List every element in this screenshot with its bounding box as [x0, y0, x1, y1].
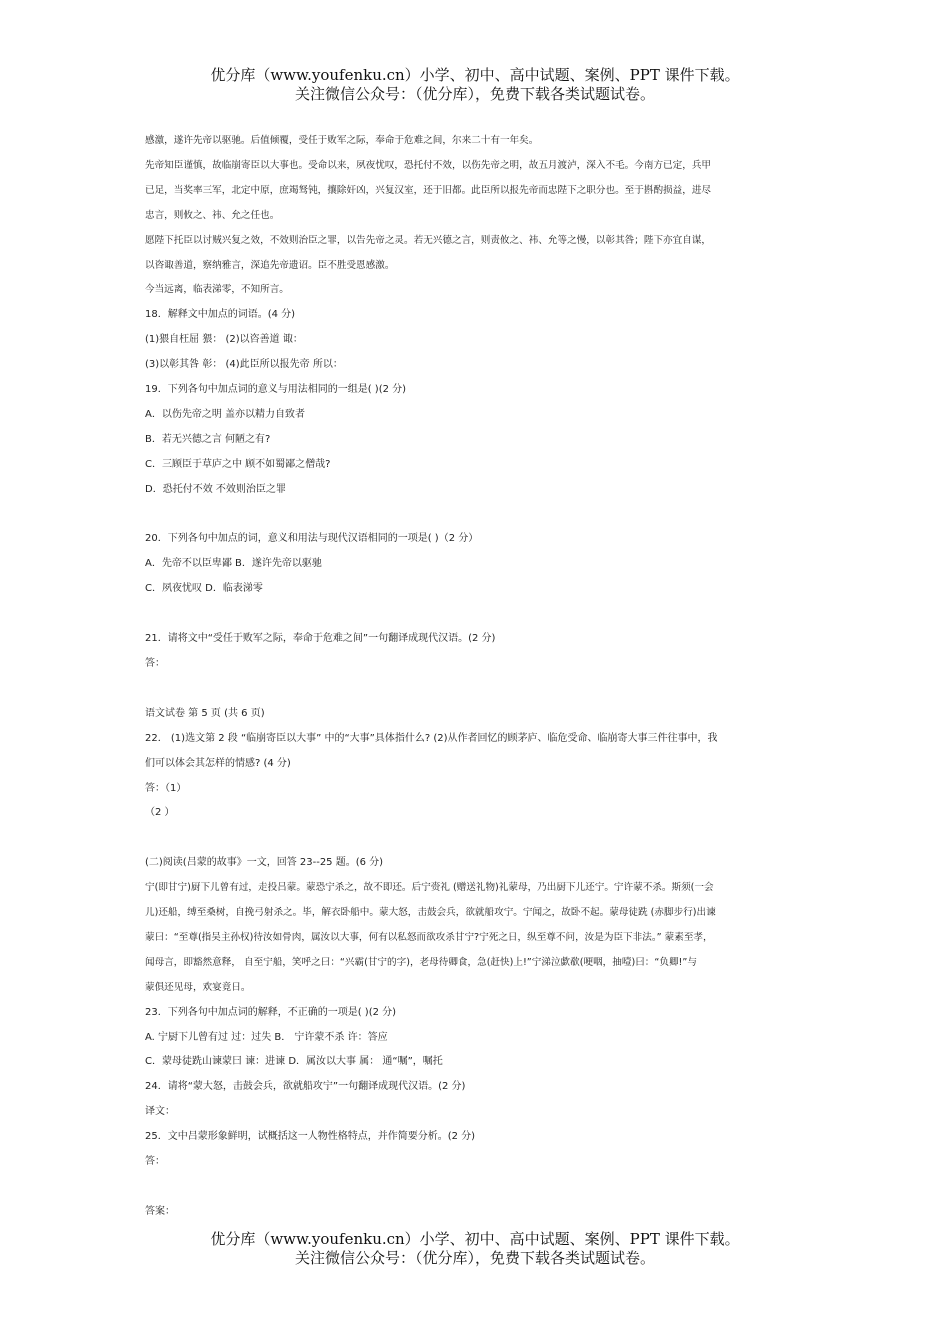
- answer-label: （2 ）: [145, 807, 175, 819]
- text-line: 感激，遂许先帝以驱驰。后值倾覆，受任于败军之际，奉命于危难之间，尔来二十有一年矣。: [145, 135, 539, 146]
- blank-line: [145, 503, 815, 528]
- footer-line-1: 优分库（www.youfenku.cn）小学、初中、高中试题、案例、PPT 课件下载。: [210, 1230, 740, 1248]
- header-line-1: 优分库（www.youfenku.cn）小学、初中、高中试题、案例、PPT 课件下载。: [210, 66, 740, 84]
- question-20: 20．下列各句中加点的词，意义和用法与现代汉语相同的一项是( )（2 分）: [145, 533, 479, 545]
- page-number: 语文试卷 第 5 页 (共 6 页): [145, 707, 265, 719]
- passage-line: 儿)还船，缚至桑树，自挽弓射杀之。毕，解衣卧船中。蒙大怒，击鼓会兵，欲就船攻宁。宁闻之，故卧不起。蒙母徒跣 (赤脚步行)出谏: [145, 907, 716, 919]
- blank-line: [145, 677, 815, 702]
- question-line: (1)猥自枉屈 猥： (2)以咨善道 诹：: [145, 334, 303, 346]
- option-line: A. 宁厨下儿曾有过 过：过失 B． 宁许蒙不杀 许：答应: [145, 1031, 388, 1043]
- blank-line: [145, 602, 815, 627]
- text-line: 今当远离，临表涕零，不知所言。: [145, 284, 289, 296]
- page-header: [0, 66, 950, 104]
- question-18: 18．解释文中加点的词语。(4 分): [145, 309, 296, 321]
- question-25: 25．文中吕蒙形象鲜明，试概括这一人物性格特点，并作简要分析。(2 分): [145, 1131, 476, 1143]
- option-c: C．三顾臣于草庐之中 顾不如蜀鄙之僧哉?: [145, 458, 331, 470]
- section-heading: (二)阅读(吕蒙的故事》一文，回答 23--25 题。(6 分): [145, 857, 384, 869]
- answer-label: 答：（1）: [145, 782, 187, 794]
- question-21: 21．请将文中“受任于败军之际，奉命于危难之间”一句翻译成现代汉语。(2 分): [145, 633, 496, 645]
- passage-line: 闻母言，即豁然意释， 自至宁船，笑呼之曰：“兴霸(甘宁的字)，老母待卿食，急(赶快)上!”宁涕泣歔欷(哽咽，抽噎)曰：“负卿!”与: [145, 956, 697, 968]
- option-a: A．以伤先帝之明 盖亦以精力自致者: [145, 408, 306, 420]
- question-line: 们可以体会其怎样的情感? (4 分): [145, 757, 291, 769]
- blank-line: [145, 1175, 815, 1200]
- question-22: 22． (1)选文第 2 段 “临崩寄臣以大事” 中的“大事”具体指什么? (2)从作者回忆的顾茅庐、临危受命、临崩寄大事三件往事中，我: [145, 732, 718, 744]
- option-line: C．蒙母徒跣山谏蒙曰 谏：进谏 D．属汝以大事 属： 通“嘱”，嘱托: [145, 1056, 443, 1068]
- option-d: D．恐托付不效 不效则治臣之罪: [145, 483, 286, 495]
- question-line: (3)以彰其咎 彰： (4)此臣所以报先帝 所以：: [145, 359, 343, 371]
- footer-line-2: 关注微信公众号：（优分库），免费下载各类试题试卷。: [294, 1249, 655, 1267]
- text-line: 已足，当奖率三军，北定中原，庶竭驽钝，攘除奸凶，兴复汉室，还于旧都。此臣所以报先帝而忠陛下之职分也。至于斟酌损益，进尽: [145, 184, 712, 196]
- blank-line: [145, 826, 815, 851]
- text-line: 愿陛下托臣以讨贼兴复之效，不效则治臣之罪，以告先帝之灵。若无兴德之言，则责攸之、祎、允等之慢，以彰其咎；陛下亦宜自谋，: [145, 234, 712, 246]
- passage-line: 宁(即甘宁)厨下儿曾有过，走投吕蒙。蒙恐宁杀之，故不即还。后宁赍礼 (赠送礼物)礼蒙母，乃出厨下儿还宁。宁许蒙不杀。斯须(一会: [145, 882, 714, 894]
- question-19: 19．下列各句中加点词的意义与用法相同的一组是( )(2 分): [145, 384, 407, 396]
- translation-label: 译文：: [145, 1106, 175, 1118]
- passage-line: 蒙俱还见母，欢宴竟日。: [145, 981, 251, 993]
- passage-line: 蒙曰：“至尊(指吴主孙权)待汝如骨肉，属汝以大事，何有以私怒而欲攻杀甘宁?宁死之日，纵至尊不问，汝是为臣下非法。” 蒙素至孝，: [145, 931, 713, 943]
- question-23: 23．下列各句中加点词的解释，不正确的一项是( )(2 分): [145, 1006, 397, 1018]
- option-b: B．若无兴德之言 何陋之有?: [145, 433, 271, 445]
- text-line: 忠言，则攸之、祎、允之任也。: [145, 209, 280, 221]
- page-footer: [0, 1230, 950, 1268]
- document-body: [145, 129, 815, 1225]
- answers-heading: 答案：: [145, 1205, 175, 1217]
- question-24: 24．请将“蒙大怒，击鼓会兵，欲就船攻宁”一句翻译成现代汉语。(2 分): [145, 1081, 466, 1093]
- text-line: 先帝知臣谨慎，故临崩寄臣以大事也。受命以来，夙夜忧叹，恐托付不效，以伤先帝之明，故五月渡泸，深入不毛。今南方已定，兵甲: [145, 159, 712, 171]
- answer-label: 答：: [145, 1156, 165, 1168]
- answer-label: 答：: [145, 658, 165, 669]
- text-line: 以咨诹善道，察纳雅言，深追先帝遗诏。臣不胜受恩感激。: [145, 259, 395, 271]
- option-line: A．先帝不以臣卑鄙 B．遂许先帝以驱驰: [145, 558, 322, 570]
- header-line-2: 关注微信公众号：（优分库），免费下载各类试题试卷。: [294, 85, 655, 103]
- option-line: C．夙夜忧叹 D．临表涕零: [145, 583, 263, 595]
